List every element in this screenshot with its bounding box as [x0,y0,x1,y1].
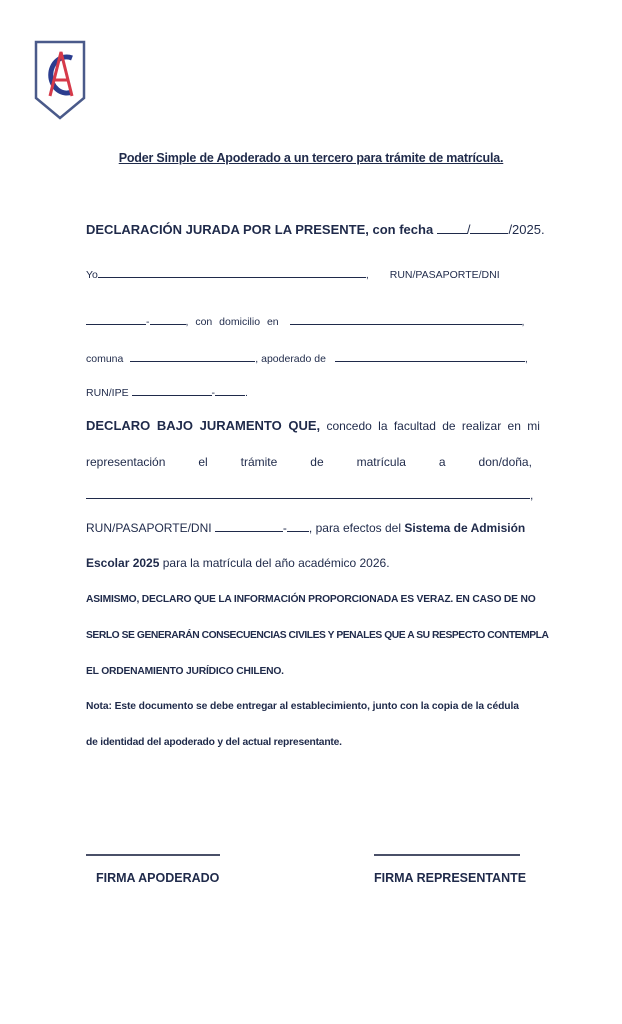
declaration-date-line: DECLARACIÓN JURADA POR LA PRESENTE, con fecha / /2025. [86,222,545,237]
run-ipe-dv-field[interactable] [215,385,245,396]
day-field[interactable] [437,223,467,234]
caps-line-1: ASIMISMO, DECLARO QUE LA INFORMACIÓN PROPORCIONADA ES VERAZ. EN CASO DE NO [86,594,536,605]
declaro-heading: DECLARO BAJO JURAMENTO QUE, [86,418,321,433]
nota-line-1: Nota: Este documento se debe entregar al establecimiento, junto con la copia de la cédula [86,701,519,712]
third-party-id-line: RUN/PASAPORTE/DNI - , para efectos del Sistema de Admisión [86,521,526,535]
apoderado-signature-line[interactable] [86,854,220,856]
representante-signature-label: FIRMA REPRESENTANTE [374,871,527,885]
id-address-line: - , con domicilio en , [86,314,524,328]
student-name-field[interactable] [335,351,525,362]
nota-line-2: de identidad del apoderado y del actual representante. [86,737,342,748]
school-crest-logo [34,40,86,120]
document-title: Poder Simple de Apoderado a un tercero para trámite de matrícula. [118,151,504,165]
id-dv-field[interactable] [150,314,186,325]
apoderado-signature-label: FIRMA APODERADO [96,871,220,885]
escolar-line: Escolar 2025 para la matrícula del año académico 2026. [86,556,390,570]
representante-signature-line[interactable] [374,854,520,856]
declaration-heading: DECLARACIÓN JURADA POR LA PRESENTE, [86,222,369,237]
name-field[interactable] [98,267,366,278]
third-party-name-field[interactable] [86,488,530,499]
month-field[interactable] [470,223,508,234]
representation-line: representación el trámite de matrícula a don/doña, [86,455,532,469]
address-field[interactable] [290,314,522,325]
third-party-name-line: , [86,488,533,502]
caps-line-2: SERLO SE GENERARÁN CONSECUENCIAS CIVILES Y PENALES QUE A SU RESPECTO CONTEMPLA [86,630,549,641]
third-party-id-field[interactable] [215,521,283,532]
declaro-line: DECLARO BAJO JURAMENTO QUE, concedo la facultad de realizar en mi [86,418,540,433]
comuna-line: comuna , apoderado de , [86,353,528,365]
third-party-dv-field[interactable] [287,521,309,532]
run-ipe-line: RUN/IPE - . [86,387,248,399]
run-ipe-field[interactable] [132,385,212,396]
id-number-field[interactable] [86,314,146,325]
comuna-field[interactable] [130,351,255,362]
name-line: Yo , RUN/PASAPORTE/DNI [86,269,500,281]
caps-line-3: EL ORDENAMIENTO JURÍDICO CHILENO. [86,666,284,677]
